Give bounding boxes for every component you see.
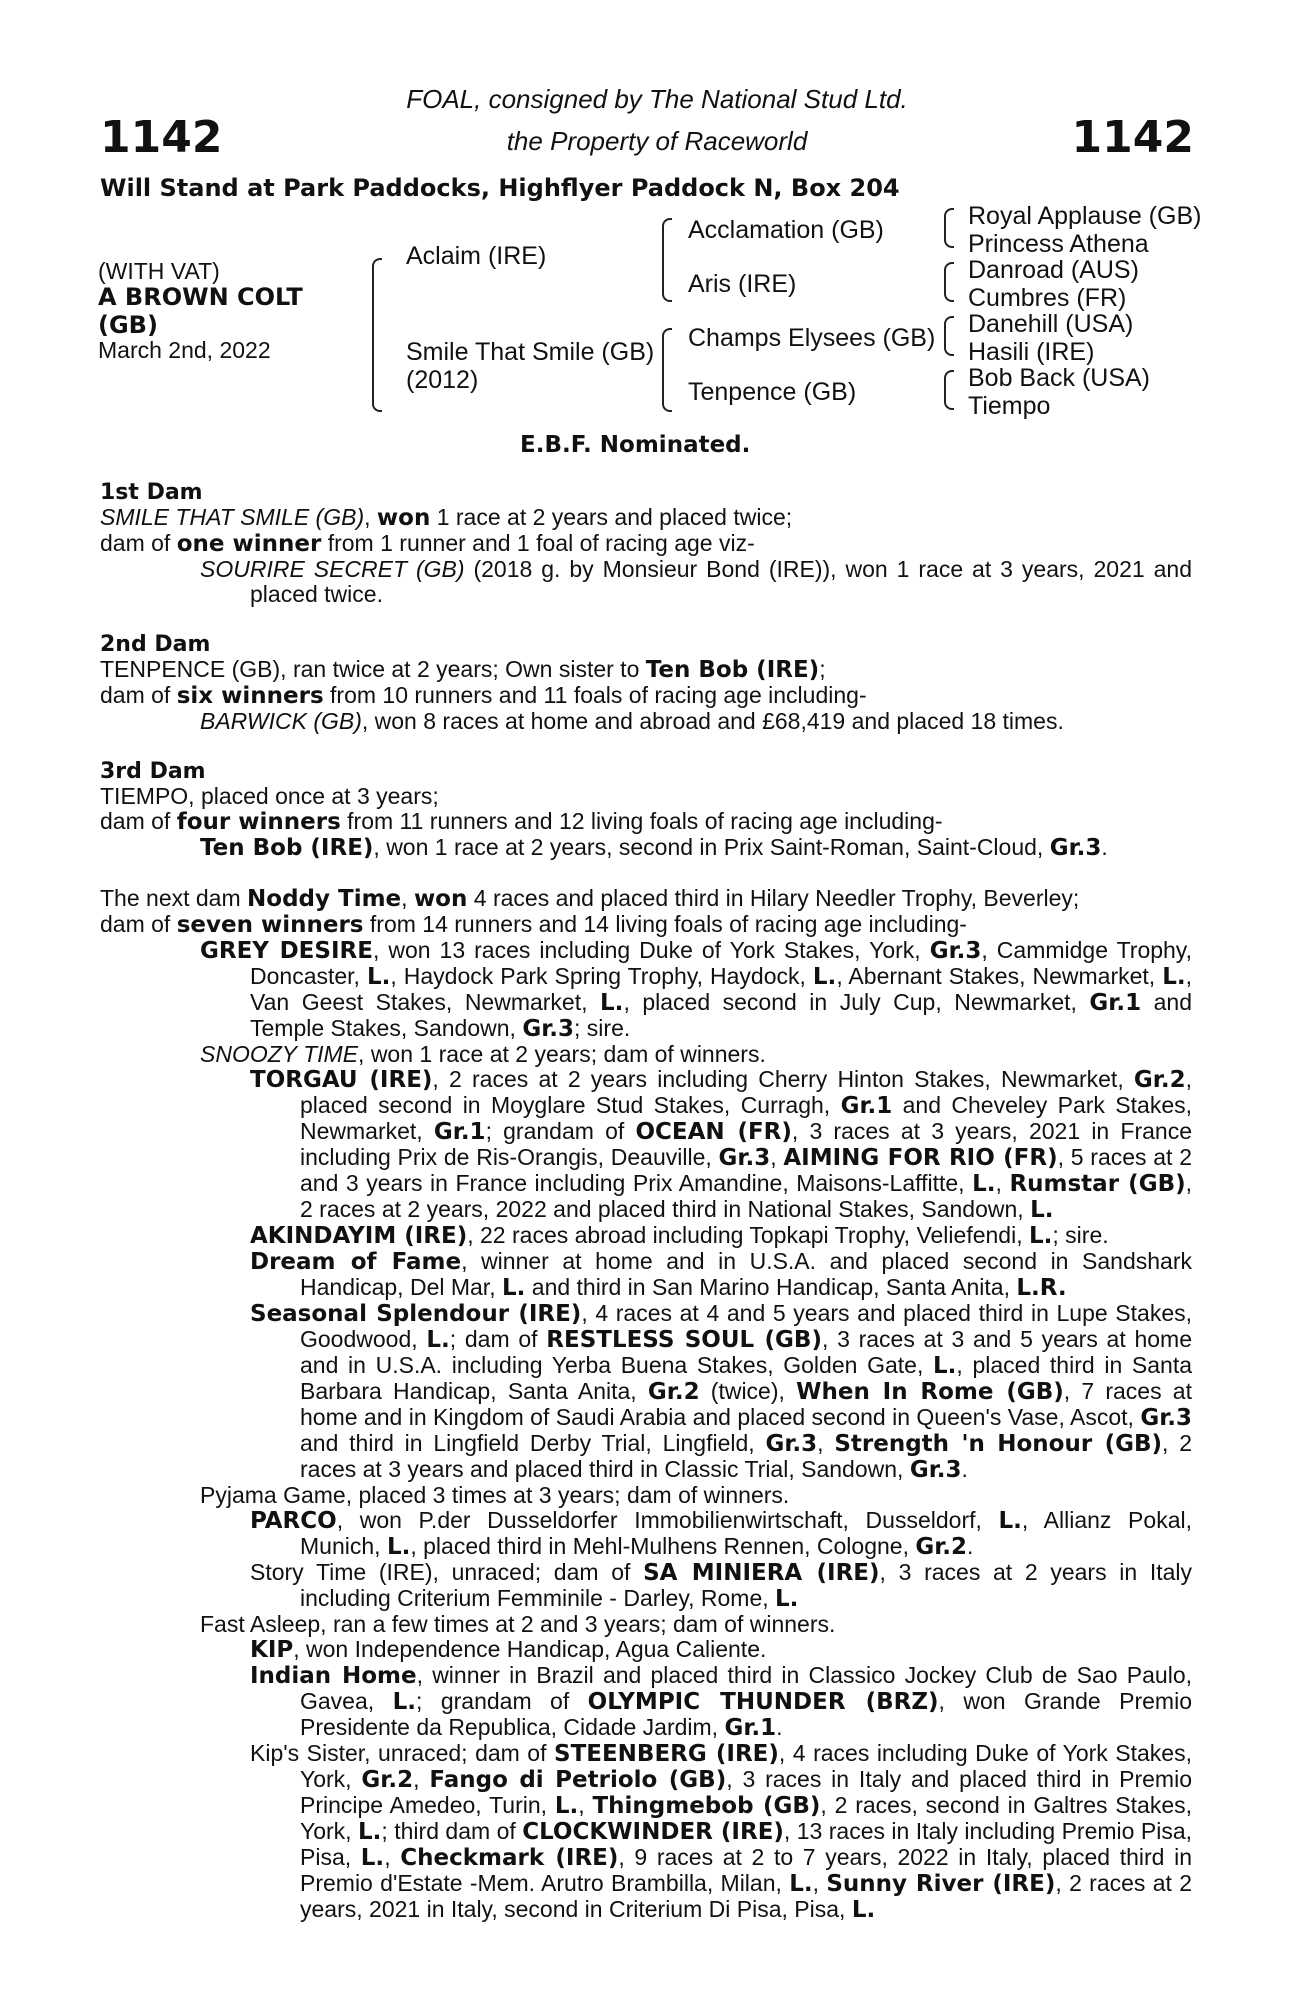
pedigree-dam-year: (2012) bbox=[406, 366, 479, 394]
progeny-snoozy-time: SNOOZY TIME, won 1 race at 2 years; dam of winners. bbox=[200, 1041, 766, 1067]
pedigree-gen3-8: Tiempo bbox=[968, 392, 1051, 420]
pedigree-sire: Aclaim (IRE) bbox=[406, 242, 547, 270]
progeny-akindayim: AKINDAYIM (IRE), 22 races abroad including Topkapi Trophy, Veliefendi, L.; sire. bbox=[250, 1222, 1109, 1249]
vat-note: (WITH VAT) bbox=[98, 258, 220, 284]
progeny-story-time: Story Time (IRE), unraced; dam of SA MINIERA (IRE), 3 races at 2 years in Italy including Criterium Femminile - Darley, Rome, L. bbox=[250, 1559, 1193, 1612]
progeny-kips-sister: Kip's Sister, unraced; dam of STEENBERG (IRE), 4 races including Duke of York Stakes, York, Gr.2, Fango di Petriolo (GB), 3 races in Italy and placed third in Premio Principe Amedeo, Turin, L., Thingmebob (GB), 2 races, second in Galtres Stakes, York, L.; third dam of CLOCKWINDER (IRE), 13 races in Italy including Premio Pisa, Pisa, L., Checkmark (IRE), 9 races at 2 to 7 years, 2022 in Italy, placed third in Premio d'Estate -Mem. Arutro Brambilla, Milan, L., Sunny River (IRE), 2 races at 2 years, 2021 in Italy, second in Criterium Di Pisa, Pisa, L. bbox=[250, 1740, 1193, 1923]
second-dam-line: TENPENCE (GB), ran twice at 2 years; Own sister to Ten Bob (IRE); bbox=[100, 656, 826, 683]
pedigree-gen3-5: Danehill (USA) bbox=[968, 310, 1134, 338]
third-dam-produce-summary: dam of four winners from 11 runners and 12 living foals of racing age including- bbox=[100, 808, 943, 835]
second-dam-produce-summary: dam of six winners from 10 runners and 11 foals of racing age including- bbox=[100, 682, 867, 709]
progeny-indian-home: Indian Home, winner in Brazil and placed third in Classico Jockey Club de Sao Paulo, Gavea, L.; grandam of OLYMPIC THUNDER (BRZ), won Grande Premio Presidente da Republica, Cidade Jardim, Gr.1. bbox=[250, 1662, 1192, 1741]
third-dam-progeny-item: Ten Bob (IRE), won 1 race at 2 years, second in Prix Saint-Roman, Saint-Cloud, Gr.3. bbox=[200, 834, 1108, 861]
catalogue-body bbox=[100, 480, 1192, 1923]
pedigree-brace-sire bbox=[662, 218, 672, 302]
stand-location: Will Stand at Park Paddocks, Highflyer Paddock N, Box 204 bbox=[100, 174, 900, 202]
pedigree-dam: Smile That Smile (GB) bbox=[406, 338, 655, 366]
second-dam-progeny-item: BARWICK (GB), won 8 races at home and abroad and £68,419 and placed 18 times. bbox=[200, 708, 1064, 734]
pedigree-dam-dam: Tenpence (GB) bbox=[688, 378, 857, 406]
pedigree-gen3-1: Royal Applause (GB) bbox=[968, 202, 1202, 230]
horse-country: (GB) bbox=[98, 311, 158, 339]
horse-description: A BROWN COLT bbox=[98, 283, 303, 311]
progeny-fast-asleep: Fast Asleep, ran a few times at 2 and 3 years; dam of winners. bbox=[200, 1611, 836, 1637]
first-dam-produce-summary: dam of one winner from 1 runner and 1 foal of racing age viz- bbox=[100, 530, 755, 557]
first-dam-progeny-item: SOURIRE SECRET (GB) (2018 g. by Monsieur Bond (IRE)), won 1 race at 3 years, 2021 and placed twice. bbox=[200, 556, 1192, 607]
first-dam-heading: 1st Dam bbox=[100, 480, 203, 505]
progeny-parco: PARCO, won P.der Dusseldorfer Immobilienwirtschaft, Dusseldorf, L., Allianz Pokal, Munich, L., placed third in Mehl-Mulhens Rennen, Cologne, Gr.2. bbox=[250, 1507, 1192, 1560]
pedigree-brace-dam bbox=[662, 328, 672, 412]
progeny-kip: KIP, won Independence Handicap, Agua Caliente. bbox=[250, 1636, 767, 1663]
pedigree-sire-sire: Acclamation (GB) bbox=[688, 216, 884, 244]
first-dam-line: SMILE THAT SMILE (GB), won 1 race at 2 years and placed twice; bbox=[100, 504, 793, 531]
progeny-dream-of-fame: Dream of Fame, winner at home and in U.S.A. and placed second in Sandshark Handicap, Del Mar, L. and third in San Marino Handicap, Santa Anita, L.R. bbox=[250, 1248, 1192, 1301]
lot-number-right: 1142 bbox=[1071, 112, 1194, 163]
pedigree-gen3-3: Danroad (AUS) bbox=[968, 256, 1139, 284]
pedigree-brace-4 bbox=[944, 370, 954, 410]
second-dam-heading: 2nd Dam bbox=[100, 632, 211, 657]
next-dam-line: The next dam Noddy Time, won 4 races and placed third in Hilary Needler Trophy, Beverley; bbox=[100, 885, 1080, 912]
pedigree-sire-dam: Aris (IRE) bbox=[688, 270, 797, 298]
third-dam-heading: 3rd Dam bbox=[100, 759, 206, 784]
pedigree-brace-1 bbox=[944, 208, 954, 248]
next-dam-produce-summary: dam of seven winners from 14 runners and 14 living foals of racing age including- bbox=[100, 911, 967, 938]
pedigree-gen3-7: Bob Back (USA) bbox=[968, 364, 1151, 392]
progeny-seasonal-splendour: Seasonal Splendour (IRE), 4 races at 4 and 5 years and placed third in Lupe Stakes, Goodwood, L.; dam of RESTLESS SOUL (GB), 3 races at 3 and 5 years at home and in U.S.A. including Yerba Buena Stakes, Golden Gate, L., placed third in Santa Barbara Handicap, Santa Anita, Gr.2 (twice), When In Rome (GB), 7 races at home and in Kingdom of Saudi Arabia and placed second in Queen's Vase, Ascot, Gr.3 and third in Lingfield Derby Trial, Lingfield, Gr.3, Strength 'n Honour (GB), 2 races at 3 years and placed third in Classic Trial, Sandown, Gr.3. bbox=[250, 1300, 1193, 1483]
third-dam-line: TIEMPO, placed once at 3 years; bbox=[100, 783, 439, 809]
consignor-line: FOAL, consigned by The National Stud Ltd. bbox=[406, 84, 908, 114]
pedigree-gen3-4: Cumbres (FR) bbox=[968, 284, 1127, 312]
ebf-nomination: E.B.F. Nominated. bbox=[520, 432, 751, 458]
pedigree-gen3-6: Hasili (IRE) bbox=[968, 338, 1095, 366]
pedigree-brace-2 bbox=[944, 262, 954, 302]
pedigree-dam-sire: Champs Elysees (GB) bbox=[688, 324, 936, 352]
pedigree-gen3-2: Princess Athena bbox=[968, 230, 1149, 258]
progeny-torgau: TORGAU (IRE), 2 races at 2 years including Cherry Hinton Stakes, Newmarket, Gr.2, placed second in Moyglare Stud Stakes, Curragh, Gr.1 and Cheveley Park Stakes, Newmarket, Gr.1; grandam of OCEAN (FR), 3 races at 3 years, 2021 in France including Prix de Ris-Orangis, Deauville, Gr.3, AIMING FOR RIO (FR), 5 races at 2 and 3 years in France including Prix Amandine, Maisons-Laffitte, L., Rumstar (GB), 2 races at 2 years, 2022 and placed third in National Stakes, Sandown, L. bbox=[250, 1066, 1193, 1223]
progeny-pyjama-game: Pyjama Game, placed 3 times at 3 years; dam of winners. bbox=[200, 1482, 790, 1508]
property-line: the Property of Raceworld bbox=[506, 126, 808, 156]
progeny-grey-desire: GREY DESIRE, won 13 races including Duke of York Stakes, York, Gr.3, Cammidge Trophy, Doncaster, L., Haydock Park Spring Trophy, Haydock, L., Abernant Stakes, Newmarket, L., Van Geest Stakes, Newmarket, L., placed second in July Cup, Newmarket, Gr.1 and Temple Stakes, Sandown, Gr.3; sire. bbox=[200, 937, 1192, 1042]
pedigree-brace-3 bbox=[944, 316, 954, 356]
foaling-date: March 2nd, 2022 bbox=[98, 337, 271, 363]
pedigree-brace-main bbox=[372, 258, 382, 412]
lot-number-left: 1142 bbox=[100, 112, 223, 163]
